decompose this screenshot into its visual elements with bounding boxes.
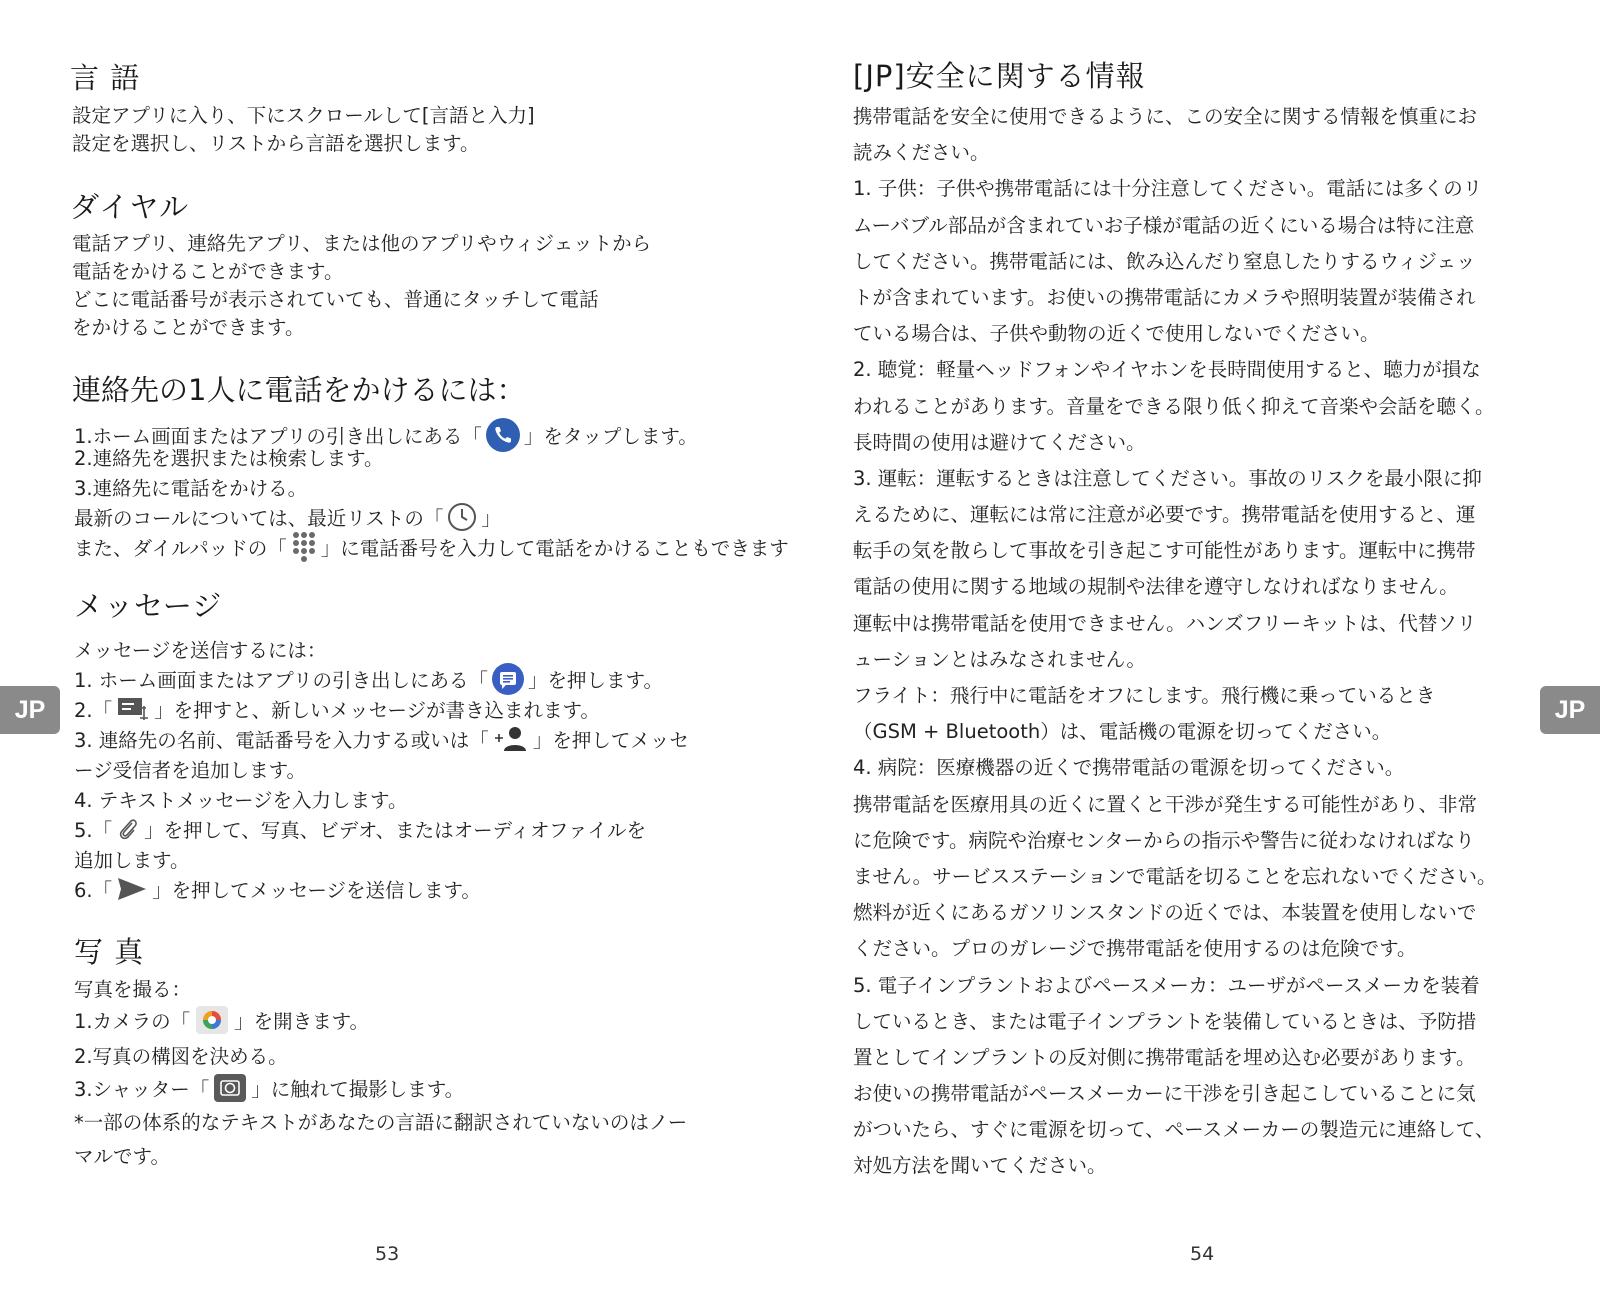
photo-intro-text: 写真を撮る： (74, 978, 192, 1001)
recent-calls-line (74, 502, 501, 532)
message-step-1 (74, 664, 663, 694)
text-line: 設定を選択し、リストから言語を選択します。 (72, 132, 480, 155)
message-icon (492, 663, 524, 695)
text-line: 2. 聴覚：軽量ヘッドフォンやイヤホンを長時間使用すると、聴力が損な (853, 358, 1481, 382)
phone-icon (486, 418, 520, 452)
photo-note-text-2: マルです。 (74, 1145, 170, 1168)
message-step-1-text: 1. ホーム画面またはアプリの引き出しにある「 (74, 669, 489, 692)
photo-step-3 (74, 1073, 464, 1103)
text-line: ている場合は、子供や動物の近くで使用しないでください。 (853, 322, 1380, 346)
language-text (72, 102, 535, 158)
message-step-3 (74, 724, 689, 754)
text-line: してください。携帯電話には、飲み込んだり窒息したりするウィジェッ (853, 249, 1476, 273)
photo-step-2 (74, 1040, 288, 1070)
text-line: 1. 子供：子供や携帯電話には十分注意してください。電話には多くのリ (853, 177, 1483, 201)
call-step-2 (74, 442, 384, 472)
message-step-4-text: 4. テキストメッセージを入力します。 (74, 789, 408, 812)
recent-text-end: 」 (481, 507, 501, 530)
message-step-5-cont (74, 844, 189, 874)
message-step-4 (74, 784, 408, 814)
text-line: 電話の使用に関する地域の規制や法律を遵守しなければなりません。 (853, 575, 1459, 599)
clock-icon (447, 502, 477, 532)
photo-step-1 (74, 1005, 369, 1035)
message-step-3-text: 3. 連絡先の名前、電話番号を入力する或いは「 (74, 729, 489, 752)
message-step-3-text-end: 」を押してメッセ (532, 729, 689, 752)
text-line: がついたら、すぐに電源を切って、ペースメーカーの製造元に連絡して、 (853, 1118, 1495, 1142)
message-step-6-text: 6.「 (74, 879, 113, 902)
add-contact-icon (493, 725, 529, 753)
photo-step-1-text: 1.カメラの「 (74, 1010, 191, 1033)
message-step-6-text-end: 」を押してメッセージを送信します。 (152, 879, 481, 902)
text-line: えるために、運転には常に注意が必要です。携帯電話を使用すると、運 (853, 503, 1476, 527)
text-line: 5. 電子インプラントおよびペースメーカ：ユーザがペースメーカを装着 (853, 973, 1480, 997)
language-tab-left: JP (0, 686, 60, 734)
text-line: フライト：飛行中に電話をオフにします。飛行機に乗っているとき (853, 684, 1436, 707)
call-step-1-text-end: 」をタップします。 (523, 425, 698, 448)
message-step-5 (74, 814, 646, 844)
message-step-5-cont-text: 追加します。 (74, 849, 190, 872)
text-line: しているとき、または電子インプラントを装備しているときは、予防措 (853, 1009, 1477, 1033)
text-line: 設定アプリに入り、下にスクロールして[言語と入力] (72, 104, 535, 127)
send-icon (116, 876, 148, 902)
photo-heading: 写 真 (74, 935, 145, 969)
dialpad-text: また、ダイルパッドの「 (74, 537, 287, 560)
photo-note-line-2 (74, 1140, 170, 1170)
call-step-2-text: 2.連絡先を選択または検索します。 (74, 447, 384, 470)
text-line: お使いの携帯電話がペースメーカーに干渉を引き起こしていることに気 (853, 1082, 1476, 1106)
call-step-3-text: 3.連絡先に電話をかける。 (74, 477, 308, 500)
photo-note-line-1 (74, 1106, 687, 1136)
message-heading: メッセージ (74, 589, 223, 623)
text-line: 電話をかけることができます。 (72, 260, 344, 283)
message-step-2-text: 2.「 (74, 699, 113, 722)
safety-heading: [JP]安全に関する情報 (853, 59, 1146, 93)
attach-icon (116, 815, 140, 843)
message-step-6 (74, 874, 481, 904)
message-step-5-text: 5.「 (74, 819, 113, 842)
text-line: ません。サービスステーションで電話を切ることを忘れないでください。 (853, 864, 1497, 888)
right-page (800, 0, 1600, 1292)
text-line: 4. 病院：医療機器の近くで携帯電話の電源を切ってください。 (853, 756, 1405, 780)
compose-icon (116, 695, 150, 723)
call-step-3 (74, 472, 307, 502)
photo-step-3-text: 3.シャッター「 (74, 1078, 210, 1101)
text-line: 燃料が近くにあるガソリンスタンドの近くでは、本装置を使用しないで (853, 901, 1477, 925)
photo-step-3-text-end: 」に触れて撮影します。 (251, 1078, 465, 1101)
call-step-1-text: 1.ホーム画面またはアプリの引き出しにある「 (74, 425, 482, 448)
call-contact-heading: 連絡先の1人に電話をかけるには： (72, 373, 526, 407)
shutter-icon (213, 1073, 247, 1103)
page-number-right: 54 (1190, 1243, 1215, 1265)
message-step-3-cont-text: ージ受信者を追加します。 (74, 759, 307, 782)
text-line: 運転中は携帯電話を使用できません。ハンズフリーキットは、代替ソリ (853, 611, 1477, 635)
text-line: ューションとはみなされません。 (853, 647, 1146, 671)
text-line: どこに電話番号が表示されていても、普通にタッチして電話 (72, 288, 599, 311)
text-line: 3. 運転：運転するときは注意してください。事故のリスクを最小限に抑 (853, 466, 1482, 490)
dialpad-icon (291, 531, 317, 563)
text-line: トが含まれています。お使いの携帯電話にカメラや照明装置が装備され (853, 285, 1476, 309)
recent-text: 最新のコールについては、最近リストの「 (74, 507, 444, 530)
text-line: 電話アプリ、連絡先アプリ、または他のアプリやウィジェットから (72, 232, 652, 255)
text-line: ください。プロのガレージで携帯電話を使用するのは危険です。 (853, 937, 1417, 961)
text-line: に危険です。病院や治療センターからの指示や警告に従わなければなり (853, 828, 1475, 852)
text-line: 置としてインプラントの反対側に携帯電話を埋め込む必要があります。 (853, 1045, 1476, 1069)
message-step-5-text-end: 」を押して、写真、ビデオ、またはオーディオファイルを (144, 819, 647, 842)
page-number-left: 53 (375, 1243, 400, 1265)
text-line: われることがあります。音量をできる限り低く抑えて音楽や会話を聴く。 (853, 394, 1495, 418)
message-step-2 (74, 694, 600, 724)
photo-note-text: *一部の体系的なテキストがあなたの言語に翻訳されていないのはノー (74, 1111, 688, 1134)
text-line: 携帯電話を安全に使用できるように、この安全に関する情報を慎重にお (853, 105, 1478, 128)
text-line: をかけることができます。 (72, 316, 305, 339)
text-line: 対処方法を聞いてください。 (853, 1154, 1107, 1178)
photo-step-2-text: 2.写真の構図を決める。 (74, 1045, 288, 1068)
dialpad-text-end: 」に電話番号を入力して電話をかけることもできます (320, 537, 789, 560)
text-line: （GSM + Bluetooth）は、電話機の電源を切ってください。 (853, 720, 1392, 744)
language-tab-right: JP (1540, 686, 1600, 734)
text-line: 携帯電話を医療用具の近くに置くと干渉が発生する可能性があり、非常 (853, 792, 1478, 816)
safety-text (853, 99, 1533, 1185)
dial-text (72, 230, 651, 342)
message-step-3-cont (74, 754, 306, 784)
photo-intro (74, 973, 191, 1003)
text-line: 転手の気を散らして事故を引き起こす可能性があります。運転中に携帯 (853, 539, 1476, 563)
message-intro (74, 634, 326, 664)
message-step-1-text-end: 」を押します。 (528, 669, 663, 692)
message-step-2-text-end: 」を押すと、新しいメッセージが書き込まれます。 (154, 699, 600, 722)
text-line: ムーバブル部品が含まれていお子様が電話の近くにいる場合は特に注意 (853, 213, 1475, 237)
photo-step-1-text-end: 」を開きます。 (234, 1010, 370, 1033)
camera-app-icon (194, 1004, 230, 1036)
language-heading: 言 語 (70, 61, 141, 95)
text-line: 長時間の使用は避けてください。 (853, 430, 1146, 454)
dial-heading: ダイヤル (70, 190, 190, 224)
dialpad-line (74, 532, 789, 562)
message-intro-text: メッセージを送信するには： (74, 639, 327, 662)
text-line: 読みください。 (853, 141, 990, 165)
